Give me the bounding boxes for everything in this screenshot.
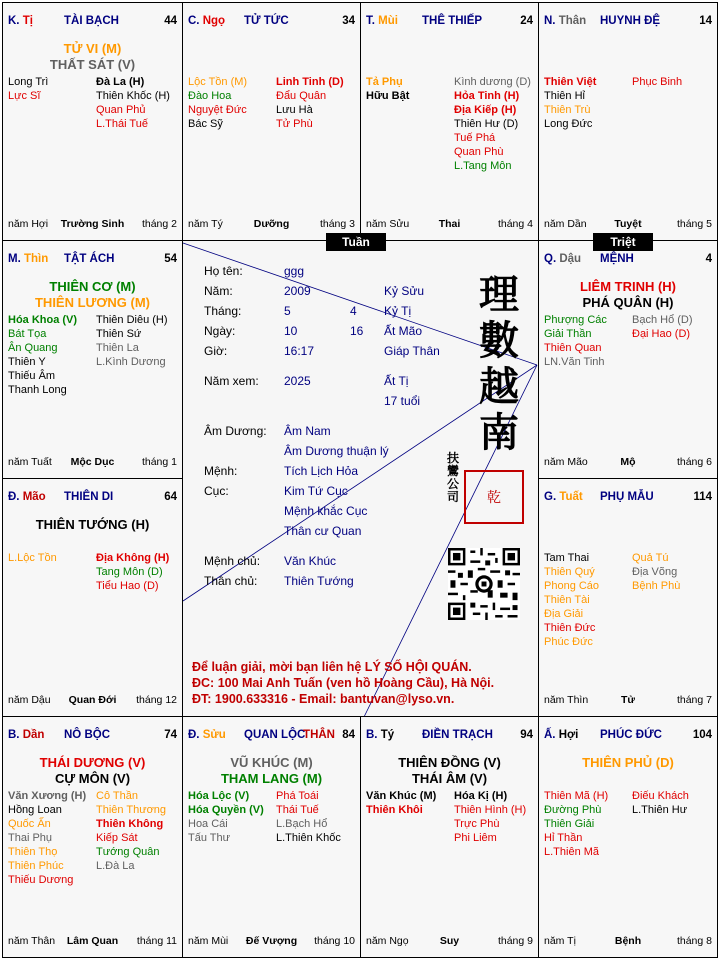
palace-name: PHỤ MẪU (600, 491, 654, 503)
star-column-left (8, 551, 57, 565)
palace-number: 114 (693, 491, 712, 503)
palace-month: tháng 8 (676, 935, 712, 947)
star-column-right (632, 551, 680, 593)
star-column-right (454, 75, 531, 173)
minor-star: Thiên Việt (544, 76, 597, 88)
major-star: THIÊN CƠ (M) (49, 279, 136, 294)
palace-branch: Ấ. Hợi (544, 729, 579, 741)
cuc-value-3: Thân cư Quan (284, 524, 362, 538)
minor-star: Đào Hoa (188, 90, 232, 102)
palace-header (544, 253, 712, 267)
major-star: THIÊN LƯƠNG (M) (34, 295, 151, 310)
calligraphy-char-1: 理 (479, 271, 519, 318)
palace-name: TỬ TỨC (244, 15, 289, 27)
nam-label: Năm: (204, 284, 233, 298)
minor-star: Tam Thai (544, 552, 590, 564)
palace-name: THÊ THIẾP (422, 15, 483, 27)
minor-star: Lưu Hà (276, 104, 313, 116)
qr-code-icon (448, 548, 520, 620)
major-star: TỬ VI (M) (63, 41, 122, 56)
palace-branch: N. Thân (544, 15, 587, 27)
minor-star: Thiên Mã (H) (544, 790, 609, 802)
palace-month: tháng 6 (676, 456, 712, 468)
minor-star: Thiếu Dương (8, 874, 74, 886)
palace-footer (8, 694, 177, 708)
red-seal (464, 470, 524, 524)
minor-star: Phong Cáo (544, 580, 600, 592)
minor-star: Thai Phụ (8, 832, 53, 844)
palace-name: HUYNH ĐỆ (600, 15, 661, 27)
minor-star: Lộc Tồn (M) (188, 76, 248, 88)
minor-star: Thái Tuế (276, 804, 319, 816)
thang-label: Tháng: (204, 304, 242, 318)
palace-number: 74 (164, 729, 177, 741)
minor-star: Văn Xương (H) (8, 790, 87, 802)
palace-footer (544, 935, 712, 949)
palace-thin (2, 240, 183, 479)
palace-footer (366, 218, 533, 232)
minor-star: Tuế Phá (454, 132, 496, 144)
am-duong-label: Âm Dương: (204, 424, 267, 438)
minor-star: Ân Quang (8, 342, 58, 354)
thang-value: 5 (284, 304, 291, 318)
palace-cycle: Tử (620, 694, 636, 706)
minor-star: Quốc Ấn (8, 818, 51, 830)
palace-year: năm Tị (544, 935, 576, 947)
minor-star: Thiên Hỉ (544, 90, 585, 102)
nam-xem-label: Năm xem: (204, 374, 259, 388)
minor-star: Quan Phù (454, 146, 504, 158)
star-column-right (96, 551, 169, 593)
tuoi: 17 tuổi (384, 394, 421, 408)
minor-star: Cô Thần (96, 790, 138, 802)
minor-star: Hoa Cái (188, 818, 228, 830)
seal-text: 乾 (487, 490, 501, 506)
minor-star: L.Kình Dương (96, 356, 166, 368)
palace-dau (538, 240, 718, 479)
palace-branch: C. Ngọ (188, 15, 226, 27)
star-column-right (632, 313, 693, 341)
star-column-right (276, 789, 341, 845)
major-star: THIÊN PHỦ (D) (582, 755, 674, 770)
major-star: LIÊM TRINH (H) (579, 279, 677, 294)
minor-star: Thiên Giải (544, 818, 595, 830)
minor-star: L.Lộc Tồn (8, 552, 57, 564)
palace-cycle: Quan Đới (68, 694, 117, 706)
minor-star: Giải Thần (544, 328, 592, 340)
palace-number: 24 (520, 15, 533, 27)
major-stars (361, 755, 538, 787)
minor-star: Hỏa Tinh (H) (454, 90, 520, 102)
palace-header (544, 15, 712, 29)
palace-header (8, 729, 177, 743)
palace-month: tháng 9 (497, 935, 533, 947)
cuc-label: Cục: (204, 484, 229, 498)
minor-star: Hóa Kị (H) (454, 790, 508, 802)
minor-star: Thiên Trù (544, 104, 591, 116)
star-column-left (366, 789, 436, 817)
palace-cycle: Dưỡng (253, 218, 290, 230)
minor-star: Hồng Loan (8, 804, 62, 816)
minor-star: Thiên La (96, 342, 139, 354)
palace-name: ĐIỀN TRẠCH (422, 729, 493, 741)
major-stars (539, 755, 717, 771)
than-chu-value: Thiên Tướng (284, 574, 354, 588)
palace-cycle: Bệnh (614, 935, 642, 947)
ngay-label: Ngày: (204, 324, 236, 338)
palace-month: tháng 10 (314, 935, 355, 947)
ho-ten-label: Họ tên: (204, 264, 243, 278)
minor-star: Thiên Phúc (8, 860, 64, 872)
palace-dan (2, 716, 183, 958)
palace-number: 54 (164, 253, 177, 265)
palace-mui (360, 2, 539, 241)
minor-star: Long Đức (544, 118, 593, 130)
palace-branch: T. Mùi (366, 15, 398, 27)
minor-star: L.Thiên Khốc (276, 832, 341, 844)
minor-star: Đà La (H) (96, 76, 145, 88)
star-column-right (96, 313, 168, 369)
minor-star: Đường Phù (544, 804, 602, 816)
minor-star: LN.Văn Tinh (544, 356, 605, 368)
palace-branch: Đ. Sửu (188, 729, 226, 741)
major-stars (3, 755, 182, 787)
palace-number: 44 (164, 15, 177, 27)
major-stars (3, 517, 182, 533)
am-duong-value-2: Âm Dương thuận lý (284, 444, 389, 458)
palace-name: PHÚC ĐỨC (600, 729, 662, 741)
minor-star: Thiên Khôi (366, 804, 423, 816)
minor-star: Nguyệt Đức (188, 104, 247, 116)
minor-star: Phá Toái (276, 790, 319, 802)
minor-star: Địa Kiếp (H) (454, 104, 517, 116)
minor-star: Kình dương (D) (454, 76, 531, 88)
minor-star: Long Trì (8, 76, 49, 88)
star-column-left (544, 551, 599, 649)
minor-star: Bác Sỹ (188, 118, 223, 130)
minor-star: L.Thiên Mã (544, 846, 600, 858)
calligraphy-char-2: 數 (479, 317, 519, 364)
major-star: THÁI DƯƠNG (V) (39, 755, 146, 770)
minor-star: Thiếu Âm (8, 370, 56, 382)
palace-tuat (538, 478, 718, 717)
minor-star: Thiên Thọ (8, 846, 58, 858)
minor-star: Văn Khúc (M) (366, 790, 437, 802)
palace-footer (544, 218, 712, 232)
minor-star: Điếu Khách (632, 790, 689, 802)
minor-star: Tả Phụ (366, 76, 403, 88)
palace-header (544, 491, 712, 505)
minor-star: Đại Hao (D) (632, 328, 691, 340)
palace-footer (188, 218, 355, 232)
star-column-right (632, 75, 682, 89)
thang-am: 4 (350, 304, 357, 318)
minor-star: Thiên Hình (H) (454, 804, 527, 816)
menh-chu-value: Văn Khúc (284, 554, 337, 568)
palace-branch: K. Tị (8, 15, 33, 27)
palace-year: năm Hợi (8, 218, 49, 230)
minor-star: Lực Sĩ (8, 90, 41, 102)
palace-year: năm Dần (544, 218, 587, 230)
palace-footer (8, 218, 177, 232)
palace-year: năm Dậu (8, 694, 51, 706)
minor-star: Hữu Bật (366, 90, 410, 102)
minor-star: Thiên Đức (544, 622, 596, 634)
minor-star: Thiên Không (96, 818, 164, 830)
major-stars (3, 41, 182, 73)
calligraphy-logo (466, 272, 532, 456)
calligraphy-char-4: 南 (479, 409, 519, 456)
palace-header (8, 15, 177, 29)
menh-label: Mệnh: (204, 464, 238, 478)
major-star: CỰ MÔN (V) (54, 771, 131, 786)
palace-footer (544, 694, 712, 708)
palace-hoi (538, 716, 718, 958)
palace-name: THIÊN DI (64, 491, 114, 503)
palace-number: 94 (520, 729, 533, 741)
palace-branch: G. Tuất (544, 491, 583, 503)
palace-branch: Đ. Mão (8, 491, 46, 503)
major-star: THIÊN ĐỒNG (V) (398, 755, 501, 770)
palace-cycle: Lâm Quan (66, 935, 119, 947)
star-column-right (96, 75, 170, 131)
than-marker: THÂN (303, 729, 335, 741)
palace-year: năm Tuất (8, 456, 52, 468)
palace-number: 34 (342, 15, 355, 27)
thang-can: Kỷ Tị (384, 304, 412, 318)
star-column-right (96, 789, 166, 873)
minor-star: L.Thái Tuế (96, 118, 148, 130)
minor-star: Bát Tọa (8, 328, 47, 340)
minor-star: Trực Phù (454, 818, 500, 830)
palace-suu (182, 716, 361, 958)
minor-star: Thiên Quý (544, 566, 595, 578)
palace-footer (8, 935, 177, 949)
minor-star: L.Bạch Hổ (276, 818, 328, 830)
gio-label: Giờ: (204, 344, 228, 358)
major-stars (183, 755, 360, 787)
star-column-right (632, 789, 689, 817)
calligraphy-char-3: 越 (479, 363, 519, 410)
palace-number: 14 (699, 15, 712, 27)
palace-header (188, 729, 355, 743)
minor-star: Thiên Thương (96, 804, 167, 816)
palace-header (544, 729, 712, 743)
palace-cycle: Suy (439, 935, 460, 947)
palace-ngo (182, 2, 361, 241)
star-column-right (454, 789, 526, 845)
minor-star: Linh Tinh (D) (276, 76, 344, 88)
palace-name: TÀI BẠCH (64, 15, 119, 27)
palace-number: 4 (705, 253, 712, 265)
palace-footer (366, 935, 533, 949)
minor-star: Thiên Tài (544, 594, 590, 606)
palace-month: tháng 1 (141, 456, 177, 468)
minor-star: Đẩu Quân (276, 90, 327, 102)
minor-star: Hóa Khoa (V) (8, 314, 78, 326)
palace-cycle: Thai (438, 218, 461, 230)
gio-value: 16:17 (284, 344, 315, 358)
cuc-value: Kim Tứ Cục (284, 484, 348, 498)
palace-cycle: Đế Vượng (245, 935, 298, 947)
palace-month: tháng 2 (141, 218, 177, 230)
minor-star: L.Thiên Hư (632, 804, 688, 816)
palace-branch: Q. Dậu (544, 253, 582, 265)
minor-star: Thiên Quan (544, 342, 602, 354)
palace-month: tháng 4 (497, 218, 533, 230)
major-star: VŨ KHÚC (M) (230, 755, 313, 770)
palace-cycle: Mộc Dục (70, 456, 115, 468)
palace-ti (2, 2, 183, 241)
palace-number: 84 (342, 729, 355, 741)
major-stars (539, 279, 717, 311)
star-column-left (188, 789, 264, 845)
logo-small-text: 扶鸞公司 (447, 451, 460, 504)
ngay-value: 10 (284, 324, 298, 338)
major-star: THIÊN TƯỚNG (H) (35, 517, 150, 532)
palace-year: năm Mão (544, 456, 588, 468)
contact-line-1: Để luận giải, mời bạn liên hệ LÝ SỐ HỘI QUÁN. (192, 660, 472, 674)
minor-star: Thiên Hư (D) (454, 118, 519, 130)
cuc-value-2: Mệnh khắc Cục (284, 504, 368, 518)
palace-footer (188, 935, 355, 949)
palace-month: tháng 5 (676, 218, 712, 230)
palace-number: 104 (692, 729, 712, 741)
minor-star: Phúc Đức (544, 636, 593, 648)
star-column-left (544, 313, 607, 369)
major-star: THẤT SÁT (V) (49, 57, 136, 72)
palace-name: QUAN LỘC (244, 729, 306, 741)
palace-cycle: Trường Sinh (60, 218, 125, 230)
palace-year: năm Mùi (188, 935, 229, 947)
palace-month: tháng 7 (676, 694, 712, 706)
minor-star: Thiên Khốc (H) (96, 90, 170, 102)
palace-name: NÔ BỘC (64, 729, 110, 741)
palace-name: MỆNH (600, 253, 634, 265)
nam-xem-value: 2025 (284, 374, 311, 388)
minor-star: Hóa Lộc (V) (188, 790, 250, 802)
major-star: THAM LANG (M) (220, 771, 323, 786)
palace-year: năm Thân (8, 935, 56, 947)
tuan-tag: Tuần (326, 233, 386, 251)
ho-ten-value: ggg (284, 264, 305, 278)
palace-ty (360, 716, 539, 958)
nam-value: 2009 (284, 284, 311, 298)
minor-star: Hỉ Thần (544, 832, 583, 844)
minor-star: Tiểu Hao (D) (96, 580, 159, 592)
minor-star: Thiên Diêu (H) (96, 314, 168, 326)
palace-cycle: Mộ (620, 456, 636, 468)
minor-star: Phi Liêm (454, 832, 497, 844)
menh-value: Tích Lịch Hỏa (284, 464, 359, 478)
palace-branch: M. Thìn (8, 253, 49, 265)
menh-chu-label: Mệnh chủ: (204, 554, 261, 568)
palace-year: năm Tý (188, 218, 223, 230)
palace-name: TẬT ÁCH (64, 253, 115, 265)
nam-xem-can: Ất Tị (384, 374, 409, 388)
minor-star: Thanh Long (8, 384, 67, 396)
palace-cycle: Tuyệt (614, 218, 642, 230)
major-stars (3, 279, 182, 311)
star-column-left (8, 789, 86, 887)
palace-header (366, 729, 533, 743)
minor-star: Tang Môn (D) (96, 566, 163, 578)
minor-star: Tướng Quân (96, 846, 160, 858)
palace-mao (2, 478, 183, 717)
minor-star: Bạch Hổ (D) (632, 314, 693, 326)
minor-star: Tấu Thư (188, 832, 231, 844)
palace-header (8, 253, 177, 267)
palace-than (538, 2, 718, 241)
star-column-left (544, 789, 608, 859)
than-chu-label: Thân chủ: (204, 574, 258, 588)
major-star: PHÁ QUÂN (H) (582, 295, 674, 310)
palace-year: năm Thìn (544, 694, 589, 706)
star-column-left (8, 313, 77, 397)
minor-star: L.Đà La (96, 860, 135, 872)
palace-branch: B. Dần (8, 729, 45, 741)
minor-star: Phượng Các (544, 314, 607, 326)
minor-star: Hóa Quyền (V) (188, 804, 264, 816)
minor-star: Phục Binh (632, 76, 683, 88)
minor-star: Bệnh Phù (632, 580, 681, 592)
am-duong-value: Âm Nam (284, 424, 331, 438)
star-column-left (8, 75, 48, 103)
major-star: THÁI ÂM (V) (411, 771, 488, 786)
palace-month: tháng 11 (136, 935, 177, 947)
ngay-can: Ất Mão (384, 324, 423, 338)
contact-line-2: ĐC: 100 Mai Anh Tuấn (ven hồ Hoàng Cầu), Hà Nội. (192, 676, 495, 690)
palace-footer (8, 456, 177, 470)
star-column-left (544, 75, 596, 131)
nam-can: Kỷ Sửu (384, 284, 425, 298)
star-column-right (276, 75, 344, 131)
minor-star: L.Tang Môn (454, 160, 512, 172)
minor-star: Quả Tú (632, 552, 669, 564)
palace-number: 64 (164, 491, 177, 503)
minor-star: Địa Không (H) (96, 552, 170, 564)
minor-star: Thiên Y (8, 356, 46, 368)
minor-star: Kiếp Sát (96, 832, 138, 844)
palace-month: tháng 3 (319, 218, 355, 230)
palace-year: năm Sửu (366, 218, 410, 230)
ngay-am: 16 (350, 324, 364, 338)
minor-star: Thiên Sứ (96, 328, 142, 340)
palace-branch: B. Tý (366, 729, 395, 741)
minor-star: Địa Võng (632, 566, 678, 578)
minor-star: Địa Giải (544, 608, 584, 620)
palace-month: tháng 12 (136, 694, 177, 706)
minor-star: Quan Phủ (96, 104, 146, 116)
minor-star: Tử Phù (276, 118, 313, 130)
star-column-left (188, 75, 247, 131)
gio-can: Giáp Thân (384, 344, 440, 358)
palace-year: năm Ngọ (366, 935, 409, 947)
triet-tag: Triệt (593, 233, 653, 251)
contact-line-3: ĐT: 1900.633316 - Email: bantuvan@lyso.vn. (192, 692, 455, 706)
palace-header (8, 491, 177, 505)
palace-header (188, 15, 355, 29)
palace-footer (544, 456, 712, 470)
palace-header (366, 15, 533, 29)
star-column-left (366, 75, 409, 103)
